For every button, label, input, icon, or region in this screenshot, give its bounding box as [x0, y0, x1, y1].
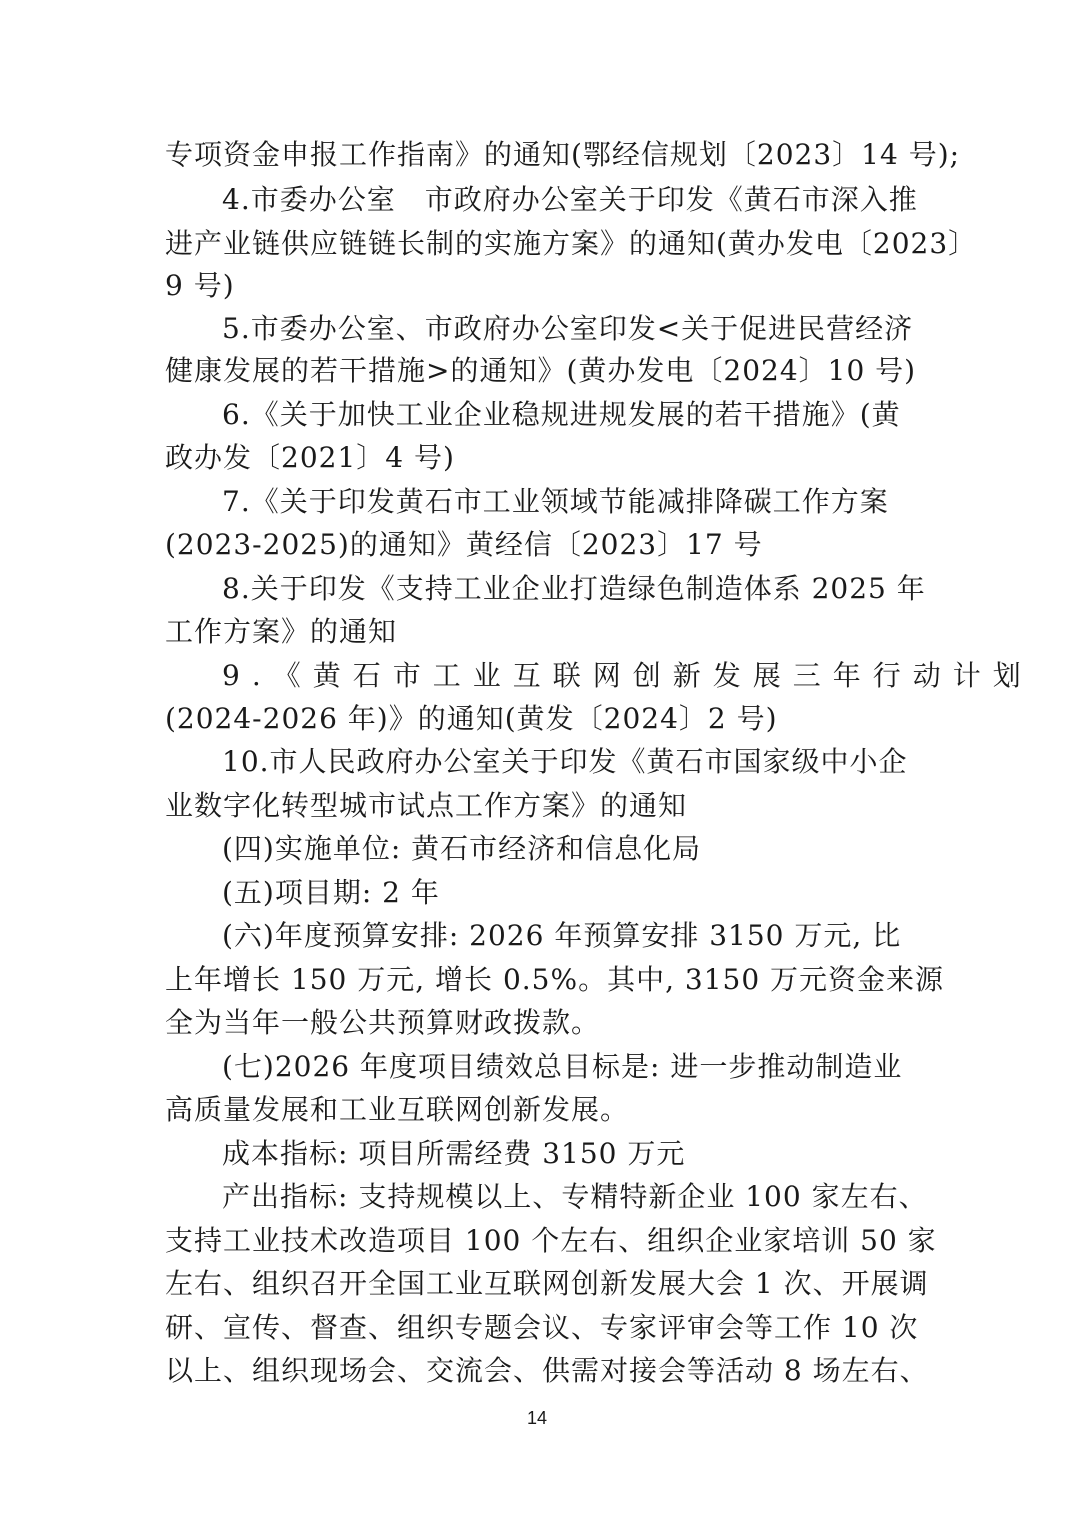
text-line: 政办发〔2021〕4 号)	[165, 441, 455, 474]
text-line: (2024-2026 年)》的通知(黄发〔2024〕2 号)	[165, 702, 778, 735]
text-line: 4.市委办公室 市政府办公室关于印发《黄石市深入推	[222, 183, 918, 216]
text-line: 6.《关于加快工业企业稳规进规发展的若干措施》(黄	[222, 398, 901, 431]
text-line: 全为当年一般公共预算财政拨款。	[165, 1006, 601, 1039]
text-line: 业数字化转型城市试点工作方案》的通知	[165, 789, 688, 822]
text-line: (四)实施单位: 黄石市经济和信息化局	[222, 832, 702, 865]
text-line: 9 号)	[165, 269, 235, 302]
text-line: 8.关于印发《支持工业企业打造绿色制造体系 2025 年	[222, 572, 926, 605]
page-number: 14	[526, 1408, 548, 1428]
text-line: 成本指标: 项目所需经费 3150 万元	[222, 1137, 686, 1170]
text-line: 7.《关于印发黄石市工业领域节能减排降碳工作方案	[222, 485, 889, 518]
text-line: (五)项目期: 2 年	[222, 876, 440, 909]
text-line: (2023-2025)的通知》黄经信〔2023〕17 号	[165, 528, 763, 561]
text-line: 工作方案》的通知	[165, 615, 398, 648]
text-line: 10.市人民政府办公室关于印发《黄石市国家级中小企	[222, 745, 908, 778]
text-line: 5.市委办公室、市政府办公室印发<关于促进民营经济	[222, 312, 914, 345]
text-line: 左右、组织召开全国工业互联网创新发展大会 1 次、开展调	[165, 1267, 929, 1300]
text-line: 以上、组织现场会、交流会、供需对接会等活动 8 场左右、	[165, 1354, 929, 1387]
text-line: 高质量发展和工业互联网创新发展。	[165, 1093, 630, 1126]
text-line: 9.《黄石市工业互联网创新发展三年行动计划	[222, 659, 1033, 692]
text-line: 进产业链供应链链长制的实施方案》的通知(黄办发电〔2023〕	[165, 227, 978, 260]
text-line: 支持工业技术改造项目 100 个左右、组织企业家培训 50 家	[165, 1224, 937, 1257]
text-line: 专项资金申报工作指南》的通知(鄂经信规划〔2023〕14 号);	[165, 138, 961, 171]
text-line: 上年增长 150 万元, 增长 0.5%。其中, 3150 万元资金来源	[165, 963, 945, 996]
text-line: 健康发展的若干措施>的通知》(黄办发电〔2024〕10 号)	[165, 354, 917, 387]
text-line: (六)年度预算安排: 2026 年预算安排 3150 万元, 比	[222, 919, 902, 952]
text-line: 研、宣传、督查、组织专题会议、专家评审会等工作 10 次	[165, 1311, 919, 1344]
text-line: (七)2026 年度项目绩效总目标是: 进一步推动制造业	[222, 1050, 903, 1083]
text-line: 产出指标: 支持规模以上、专精特新企业 100 家左右、	[222, 1180, 928, 1213]
